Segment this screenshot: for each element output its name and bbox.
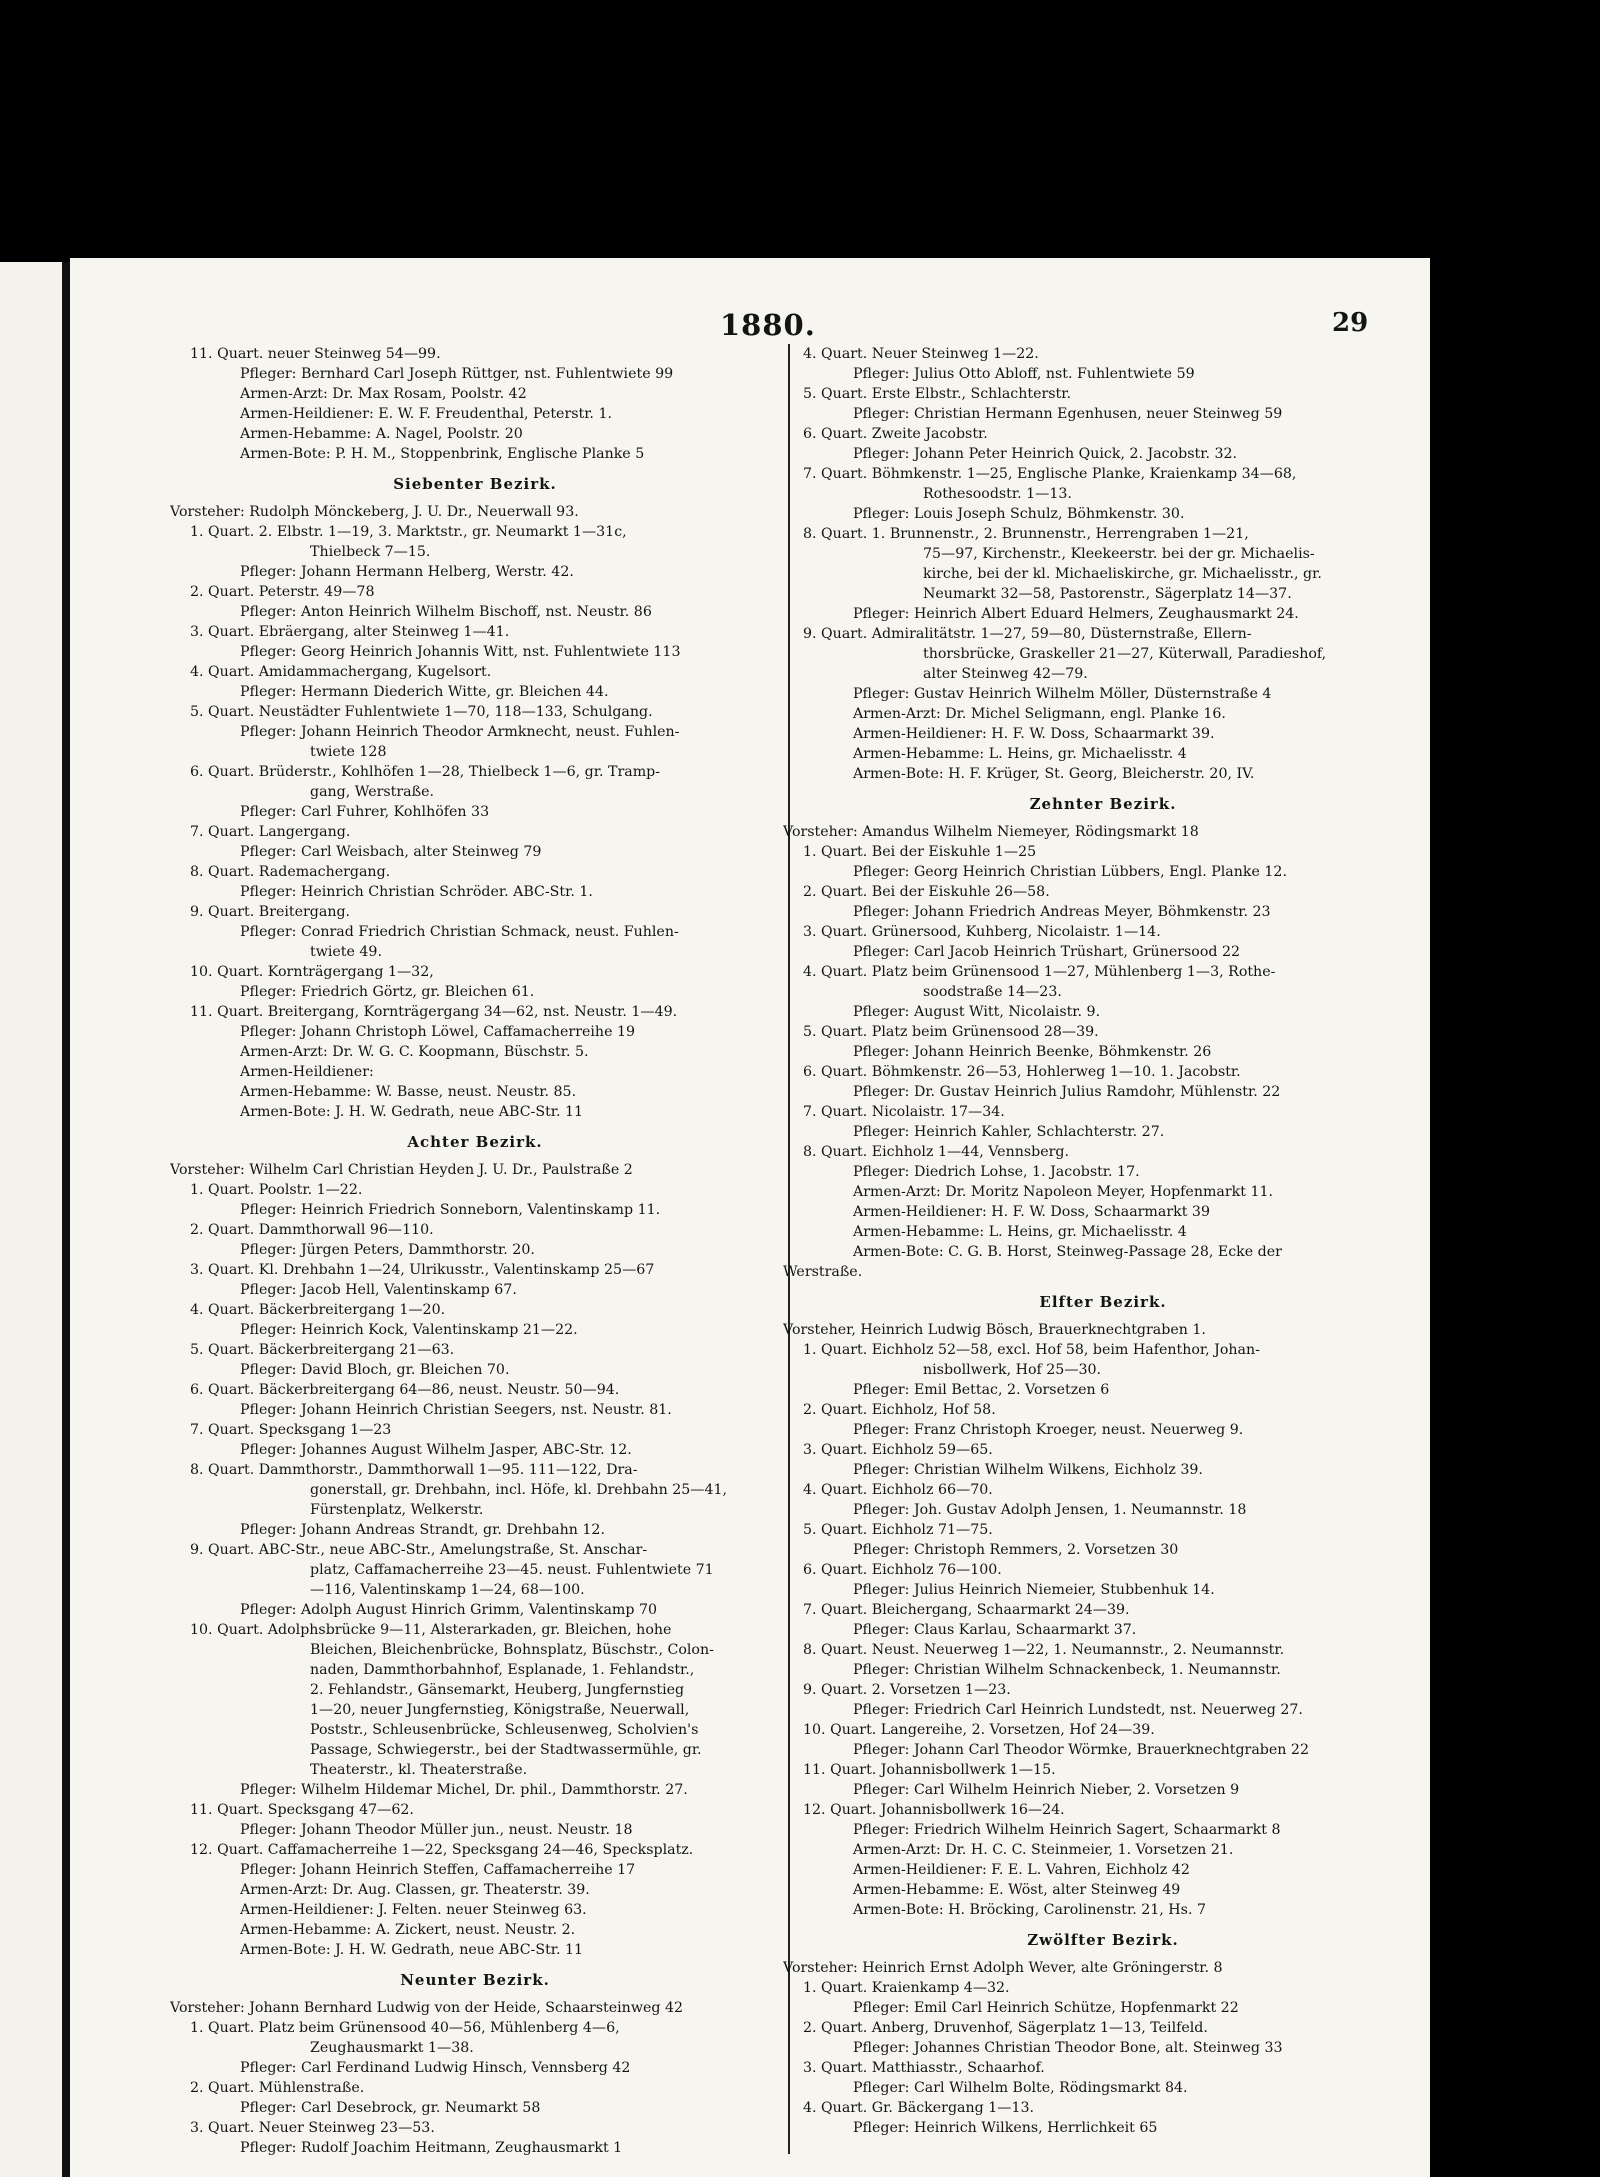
directory-line: 11. Quart. neuer Steinweg 54—99. <box>190 346 441 362</box>
directory-line: Pfleger: Adolph August Hinrich Grimm, Valentinskamp 70 <box>240 1602 658 1618</box>
directory-line: 9. Quart. ABC-Str., neue ABC-Str., Amelungstraße, St. Anschar- <box>190 1542 648 1558</box>
directory-line: 2. Quart. Eichholz, Hof 58. <box>803 1402 996 1418</box>
directory-line: Pfleger: Hermann Diederich Witte, gr. Bleichen 44. <box>240 684 609 700</box>
directory-line: thorsbrücke, Graskeller 21—27, Küterwall, Paradieshof, <box>923 646 1327 662</box>
directory-line: 11. Quart. Johannisbollwerk 1—15. <box>803 1762 1056 1778</box>
directory-line: Pfleger: Bernhard Carl Joseph Rüttger, nst. Fuhlentwiete 99 <box>240 366 674 382</box>
directory-line: 10. Quart. Adolphsbrücke 9—11, Alsterarkaden, gr. Bleichen, hohe <box>190 1622 672 1638</box>
directory-line: Pfleger: Jacob Hell, Valentinskamp 67. <box>240 1282 517 1298</box>
directory-line: Armen-Arzt: Dr. Aug. Classen, gr. Theaterstr. 39. <box>240 1882 590 1898</box>
directory-line: 10. Quart. Kornträgergang 1—32, <box>190 964 434 980</box>
directory-line: 6. Quart. Zweite Jacobstr. <box>803 426 988 442</box>
adjacent-left-page <box>0 262 62 2177</box>
directory-line: 1. Quart. Eichholz 52—58, excl. Hof 58, beim Hafenthor, Johan- <box>803 1342 1260 1358</box>
directory-line: Pfleger: Georg Heinrich Christian Lübbers, Engl. Planke 12. <box>853 864 1287 880</box>
directory-line: 7. Quart. Nicolaistr. 17—34. <box>803 1104 1005 1120</box>
directory-line: Armen-Arzt: Dr. H. C. C. Steinmeier, 1. Vorsetzen 21. <box>853 1842 1234 1858</box>
directory-line: Pfleger: Joh. Gustav Adolph Jensen, 1. Neumannstr. 18 <box>853 1502 1247 1518</box>
directory-line: soodstraße 14—23. <box>923 984 1062 1000</box>
directory-line: 2. Quart. Anberg, Druvenhof, Sägerplatz 1—13, Teilfeld. <box>803 2020 1208 2036</box>
directory-line: Pfleger: Carl Wilhelm Bolte, Rödingsmarkt 84. <box>853 2080 1188 2096</box>
directory-line: Pfleger: Carl Fuhrer, Kohlhöfen 33 <box>240 804 490 820</box>
directory-line: Pfleger: Julius Heinrich Niemeier, Stubbenhuk 14. <box>853 1582 1215 1598</box>
directory-line: Pfleger: Rudolf Joachim Heitmann, Zeughausmarkt 1 <box>240 2140 623 2156</box>
directory-line: Pfleger: Johann Andreas Strandt, gr. Drehbahn 12. <box>240 1522 605 1538</box>
directory-line: Pfleger: Wilhelm Hildemar Michel, Dr. phil., Dammthorstr. 27. <box>240 1782 688 1798</box>
directory-line: Pfleger: Carl Ferdinand Ludwig Hinsch, Vennsberg 42 <box>240 2060 631 2076</box>
directory-line: gonerstall, gr. Drehbahn, incl. Höfe, kl. Drehbahn 25—41, <box>310 1482 728 1498</box>
directory-line: Theaterstr., kl. Theaterstraße. <box>310 1762 528 1778</box>
directory-line: Armen-Heildiener: J. Felten. neuer Steinweg 63. <box>240 1902 587 1918</box>
directory-page <box>70 258 1430 2177</box>
directory-line: Pfleger: Christian Wilhelm Wilkens, Eichholz 39. <box>853 1462 1203 1478</box>
directory-line: Pfleger: David Bloch, gr. Bleichen 70. <box>240 1362 510 1378</box>
directory-line: Armen-Heildiener: E. W. F. Freudenthal, Peterstr. 1. <box>240 406 612 422</box>
district-heading: Zehnter Bezirk. <box>1029 795 1177 813</box>
directory-line: Armen-Bote: P. H. M., Stoppenbrink, Englische Planke 5 <box>240 446 645 462</box>
directory-line: 8. Quart. Dammthorstr., Dammthorwall 1—95. 111—122, Dra- <box>190 1462 638 1478</box>
directory-line: Pfleger: Dr. Gustav Heinrich Julius Ramdohr, Mühlenstr. 22 <box>853 1084 1281 1100</box>
directory-line: 11. Quart. Breitergang, Kornträgergang 34—62, nst. Neustr. 1—49. <box>190 1004 678 1020</box>
directory-line: 2. Quart. Dammthorwall 96—110. <box>190 1222 434 1238</box>
directory-line: Pfleger: Diedrich Lohse, 1. Jacobstr. 17. <box>853 1164 1140 1180</box>
directory-line: Armen-Hebamme: A. Zickert, neust. Neustr. 2. <box>240 1922 576 1938</box>
directory-line: 9. Quart. Admiralitätstr. 1—27, 59—80, Düsternstraße, Ellern- <box>803 626 1252 642</box>
directory-line: Pfleger: Anton Heinrich Wilhelm Bischoff, nst. Neustr. 86 <box>240 604 652 620</box>
directory-line: Armen-Hebamme: W. Basse, neust. Neustr. 85. <box>240 1084 577 1100</box>
directory-line: 4. Quart. Amidammachergang, Kugelsort. <box>190 664 492 680</box>
directory-line: Armen-Heildiener: <box>240 1064 374 1080</box>
directory-line: 6. Quart. Brüderstr., Kohlhöfen 1—28, Thielbeck 1—6, gr. Tramp- <box>190 764 661 780</box>
directory-line: 3. Quart. Matthiasstr., Schaarhof. <box>803 2060 1045 2076</box>
directory-line: Armen-Bote: H. Bröcking, Carolinenstr. 21, Hs. 7 <box>853 1902 1207 1918</box>
directory-line: Pfleger: Carl Desebrock, gr. Neumarkt 58 <box>240 2100 541 2116</box>
directory-line: Armen-Heildiener: F. E. L. Vahren, Eichholz 42 <box>853 1862 1190 1878</box>
directory-line: 7. Quart. Böhmkenstr. 1—25, Englische Planke, Kraienkamp 34—68, <box>803 466 1297 482</box>
directory-line: Pfleger: Johann Christoph Löwel, Caffamacherreihe 19 <box>240 1024 636 1040</box>
directory-line: Pfleger: Jürgen Peters, Dammthorstr. 20. <box>240 1242 535 1258</box>
directory-line: Armen-Hebamme: E. Wöst, alter Steinweg 49 <box>853 1882 1181 1898</box>
directory-line: —116, Valentinskamp 1—24, 68—100. <box>310 1582 585 1598</box>
directory-line: Rothesoodstr. 1—13. <box>923 486 1072 502</box>
directory-entry-head: Vorsteher: Heinrich Ernst Adolph Wever, alte Gröningerstr. 8 <box>783 1960 1223 1976</box>
directory-line: Pfleger: Carl Wilhelm Heinrich Nieber, 2. Vorsetzen 9 <box>853 1782 1240 1798</box>
directory-line: 7. Quart. Langergang. <box>190 824 351 840</box>
directory-line: Pfleger: Gustav Heinrich Wilhelm Möller, Düsternstraße 4 <box>853 686 1272 702</box>
directory-line: alter Steinweg 42—79. <box>923 666 1088 682</box>
directory-line: nisbollwerk, Hof 25—30. <box>923 1362 1102 1378</box>
district-heading: Zwölfter Bezirk. <box>1027 1931 1179 1949</box>
directory-entry-head: Vorsteher: Amandus Wilhelm Niemeyer, Rödingsmarkt 18 <box>783 824 1199 840</box>
directory-line: Pfleger: Heinrich Kock, Valentinskamp 21—22. <box>240 1322 578 1338</box>
directory-line: Pfleger: Franz Christoph Kroeger, neust. Neuerweg 9. <box>853 1422 1244 1438</box>
directory-line: 8. Quart. Eichholz 1—44, Vennsberg. <box>803 1144 1069 1160</box>
directory-line: Neumarkt 32—58, Pastorenstr., Sägerplatz 14—37. <box>923 586 1292 602</box>
page-header <box>70 308 1430 348</box>
directory-line: Armen-Bote: C. G. B. Horst, Steinweg-Passage 28, Ecke der <box>853 1244 1282 1260</box>
directory-line: 1. Quart. Platz beim Grünensood 40—56, Mühlenberg 4—6, <box>190 2020 620 2036</box>
directory-line: 5. Quart. Eichholz 71—75. <box>803 1522 993 1538</box>
directory-line: Pfleger: Johann Hermann Helberg, Werstr. 42. <box>240 564 574 580</box>
directory-entry-head: Vorsteher: Wilhelm Carl Christian Heyden J. U. Dr., Paulstraße 2 <box>170 1162 633 1178</box>
directory-line: platz, Caffamacherreihe 23—45. neust. Fuhlentwiete 71 <box>310 1562 714 1578</box>
directory-line: 2. Fehlandstr., Gänsemarkt, Heuberg, Jungfernstieg <box>310 1682 685 1698</box>
directory-line: Fürstenplatz, Welkerstr. <box>310 1502 484 1518</box>
directory-line: Armen-Bote: J. H. W. Gedrath, neue ABC-Str. 11 <box>240 1942 584 1958</box>
directory-line: Zeughausmarkt 1—38. <box>310 2040 474 2056</box>
directory-line: 6. Quart. Bäckerbreitergang 64—86, neust. Neustr. 50—94. <box>190 1382 620 1398</box>
directory-line: Pfleger: August Witt, Nicolaistr. 9. <box>853 1004 1101 1020</box>
directory-line: Pfleger: Christian Wilhelm Schnackenbeck, 1. Neumannstr. <box>853 1662 1281 1678</box>
directory-line: kirche, bei der kl. Michaeliskirche, gr. Michaelisstr., gr. <box>923 566 1322 582</box>
directory-line: Pfleger: Johannes August Wilhelm Jasper, ABC-Str. 12. <box>240 1442 632 1458</box>
page-gutter <box>62 262 70 2177</box>
directory-line: Thielbeck 7—15. <box>310 544 431 560</box>
directory-line: Pfleger: Heinrich Friedrich Sonneborn, Valentinskamp 11. <box>240 1202 661 1218</box>
directory-line: 4. Quart. Platz beim Grünensood 1—27, Mühlenberg 1—3, Rothe- <box>803 964 1276 980</box>
directory-line: 3. Quart. Ebräergang, alter Steinweg 1—41. <box>190 624 510 640</box>
directory-line: Pfleger: Friedrich Görtz, gr. Bleichen 61. <box>240 984 535 1000</box>
directory-line: Pfleger: Georg Heinrich Johannis Witt, nst. Fuhlentwiete 113 <box>240 644 681 660</box>
directory-line: 10. Quart. Langereihe, 2. Vorsetzen, Hof 24—39. <box>803 1722 1155 1738</box>
directory-line: naden, Dammthorbahnhof, Esplanade, 1. Fehlandstr., <box>310 1662 695 1678</box>
directory-line: 5. Quart. Neustädter Fuhlentwiete 1—70, 118—133, Schulgang. <box>190 704 653 720</box>
directory-line: 75—97, Kirchenstr., Kleekeerstr. bei der gr. Michaelis- <box>923 546 1315 562</box>
directory-line: Pfleger: Johann Carl Theodor Wörmke, Brauerknechtgraben 22 <box>853 1742 1309 1758</box>
directory-line: Pfleger: Julius Otto Abloff, nst. Fuhlentwiete 59 <box>853 366 1195 382</box>
directory-line: Pfleger: Johann Peter Heinrich Quick, 2. Jacobstr. 32. <box>853 446 1238 462</box>
directory-line: 1. Quart. Poolstr. 1—22. <box>190 1182 363 1198</box>
district-heading: Neunter Bezirk. <box>400 1971 550 1989</box>
directory-line: twiete 128 <box>310 744 387 760</box>
directory-line: Pfleger: Christian Hermann Egenhusen, neuer Steinweg 59 <box>853 406 1283 422</box>
directory-line: Pfleger: Christoph Remmers, 2. Vorsetzen 30 <box>853 1542 1179 1558</box>
directory-line: 11. Quart. Specksgang 47—62. <box>190 1802 414 1818</box>
directory-line: 3. Quart. Kl. Drehbahn 1—24, Ulrikusstr., Valentinskamp 25—67 <box>190 1262 655 1278</box>
directory-line: Pfleger: Carl Weisbach, alter Steinweg 79 <box>240 844 542 860</box>
directory-line: 4. Quart. Gr. Bäckergang 1—13. <box>803 2100 1035 2116</box>
directory-line: 12. Quart. Caffamacherreihe 1—22, Specksgang 24—46, Specksplatz. <box>190 1842 694 1858</box>
district-heading: Elfter Bezirk. <box>1039 1293 1167 1311</box>
directory-line: Armen-Arzt: Dr. W. G. C. Koopmann, Büschstr. 5. <box>240 1044 589 1060</box>
directory-line: 9. Quart. 2. Vorsetzen 1—23. <box>803 1682 1011 1698</box>
directory-line: Pfleger: Johann Heinrich Theodor Armknecht, neust. Fuhlen- <box>240 724 680 740</box>
directory-line: 8. Quart. 1. Brunnenstr., 2. Brunnenstr., Herrengraben 1—21, <box>803 526 1249 542</box>
directory-line: Armen-Hebamme: L. Heins, gr. Michaelisstr. 4 <box>853 1224 1187 1240</box>
directory-line: 3. Quart. Neuer Steinweg 23—53. <box>190 2120 435 2136</box>
directory-line: 5. Quart. Bäckerbreitergang 21—63. <box>190 1342 455 1358</box>
directory-line: 4. Quart. Eichholz 66—70. <box>803 1482 993 1498</box>
directory-line: 6. Quart. Böhmkenstr. 26—53, Hohlerweg 1—10. 1. Jacobstr. <box>803 1064 1241 1080</box>
directory-line: Pfleger: Johann Heinrich Steffen, Caffamacherreihe 17 <box>240 1862 636 1878</box>
directory-line: 1. Quart. Bei der Eiskuhle 1—25 <box>803 844 1037 860</box>
directory-line: 4. Quart. Neuer Steinweg 1—22. <box>803 346 1039 362</box>
directory-line: Pfleger: Johann Heinrich Beenke, Böhmkenstr. 26 <box>853 1044 1212 1060</box>
directory-line: Armen-Hebamme: L. Heins, gr. Michaelisstr. 4 <box>853 746 1187 762</box>
page-number: 29 <box>1332 308 1369 338</box>
directory-line: Pfleger: Johann Theodor Müller jun., neust. Neustr. 18 <box>240 1822 633 1838</box>
directory-line: 3. Quart. Eichholz 59—65. <box>803 1442 993 1458</box>
directory-line: Pfleger: Heinrich Wilkens, Herrlichkeit 65 <box>853 2120 1158 2136</box>
directory-line: Pfleger: Louis Joseph Schulz, Böhmkenstr. 30. <box>853 506 1185 522</box>
directory-line: 4. Quart. Bäckerbreitergang 1—20. <box>190 1302 446 1318</box>
directory-line: gang, Werstraße. <box>310 784 434 800</box>
directory-line: Pfleger: Heinrich Albert Eduard Helmers, Zeughausmarkt 24. <box>853 606 1299 622</box>
directory-line: 12. Quart. Johannisbollwerk 16—24. <box>803 1802 1065 1818</box>
directory-line: 2. Quart. Bei der Eiskuhle 26—58. <box>803 884 1050 900</box>
directory-line: 8. Quart. Rademachergang. <box>190 864 391 880</box>
directory-line: Pfleger: Emil Carl Heinrich Schütze, Hopfenmarkt 22 <box>853 2000 1239 2016</box>
directory-line: Pfleger: Carl Jacob Heinrich Trüshart, Grünersood 22 <box>853 944 1241 960</box>
directory-line: 1. Quart. 2. Elbstr. 1—19, 3. Marktstr., gr. Neumarkt 1—31c, <box>190 524 627 540</box>
directory-line: Armen-Bote: J. H. W. Gedrath, neue ABC-Str. 11 <box>240 1104 584 1120</box>
directory-line: twiete 49. <box>310 944 382 960</box>
directory-line: Pfleger: Johannes Christian Theodor Bone, alt. Steinweg 33 <box>853 2040 1283 2056</box>
directory-entry-head: Vorsteher: Rudolph Mönckeberg, J. U. Dr., Neuerwall 93. <box>170 504 579 520</box>
directory-line: Pfleger: Conrad Friedrich Christian Schmack, neust. Fuhlen- <box>240 924 679 940</box>
year-heading: 1880. <box>720 308 816 342</box>
directory-entry-head: Vorsteher: Johann Bernhard Ludwig von der Heide, Schaarsteinweg 42 <box>170 2000 684 2016</box>
directory-line: 8. Quart. Neust. Neuerweg 1—22, 1. Neumannstr., 2. Neumannstr. <box>803 1642 1285 1658</box>
directory-entry-head: Werstraße. <box>783 1264 863 1280</box>
directory-line: 3. Quart. Grünersood, Kuhberg, Nicolaistr. 1—14. <box>803 924 1161 940</box>
directory-line: Pfleger: Claus Karlau, Schaarmarkt 37. <box>853 1622 1137 1638</box>
directory-line: Pfleger: Friedrich Wilhelm Heinrich Sagert, Schaarmarkt 8 <box>853 1822 1281 1838</box>
directory-line: Armen-Hebamme: A. Nagel, Poolstr. 20 <box>240 426 523 442</box>
directory-line: Pfleger: Heinrich Kahler, Schlachterstr. 27. <box>853 1124 1165 1140</box>
right-column <box>783 344 1423 2138</box>
directory-line: 1. Quart. Kraienkamp 4—32. <box>803 1980 1010 1996</box>
directory-line: Poststr., Schleusenbrücke, Schleusenweg, Scholvien's <box>310 1722 699 1738</box>
directory-line: Pfleger: Emil Bettac, 2. Vorsetzen 6 <box>853 1382 1110 1398</box>
directory-line: Pfleger: Heinrich Christian Schröder. ABC-Str. 1. <box>240 884 593 900</box>
directory-line: Pfleger: Friedrich Carl Heinrich Lundstedt, nst. Neuerweg 27. <box>853 1702 1303 1718</box>
directory-line: 2. Quart. Mühlenstraße. <box>190 2080 365 2096</box>
left-column <box>170 344 780 2158</box>
directory-line: 7. Quart. Bleichergang, Schaarmarkt 24—39. <box>803 1602 1130 1618</box>
directory-line: Armen-Arzt: Dr. Michel Seligmann, engl. Planke 16. <box>853 706 1226 722</box>
directory-line: Bleichen, Bleichenbrücke, Bohnsplatz, Büschstr., Colon- <box>310 1642 714 1658</box>
directory-line: 9. Quart. Breitergang. <box>190 904 351 920</box>
directory-line: Armen-Arzt: Dr. Moritz Napoleon Meyer, Hopfenmarkt 11. <box>853 1184 1274 1200</box>
directory-line: 5. Quart. Erste Elbstr., Schlachterstr. <box>803 386 1071 402</box>
directory-line: Armen-Bote: H. F. Krüger, St. Georg, Bleicherstr. 20, IV. <box>853 766 1255 782</box>
directory-line: Passage, Schwiegerstr., bei der Stadtwassermühle, gr. <box>310 1742 702 1758</box>
directory-line: Armen-Heildiener: H. F. W. Doss, Schaarmarkt 39. <box>853 726 1215 742</box>
directory-line: Pfleger: Johann Friedrich Andreas Meyer, Böhmkenstr. 23 <box>853 904 1271 920</box>
directory-entry-head: Vorsteher, Heinrich Ludwig Bösch, Brauerknechtgraben 1. <box>783 1322 1206 1338</box>
district-heading: Achter Bezirk. <box>407 1133 543 1151</box>
directory-line: Pfleger: Johann Heinrich Christian Seegers, nst. Neustr. 81. <box>240 1402 672 1418</box>
directory-line: 7. Quart. Specksgang 1—23 <box>190 1422 392 1438</box>
directory-line: 6. Quart. Eichholz 76—100. <box>803 1562 1002 1578</box>
directory-line: Armen-Arzt: Dr. Max Rosam, Poolstr. 42 <box>240 386 527 402</box>
directory-line: 2. Quart. Peterstr. 49—78 <box>190 584 375 600</box>
district-heading: Siebenter Bezirk. <box>393 475 557 493</box>
directory-line: Armen-Heildiener: H. F. W. Doss, Schaarmarkt 39 <box>853 1204 1210 1220</box>
directory-line: 5. Quart. Platz beim Grünensood 28—39. <box>803 1024 1099 1040</box>
directory-line: 1—20, neuer Jungfernstieg, Königstraße, Neuerwall, <box>310 1702 690 1718</box>
